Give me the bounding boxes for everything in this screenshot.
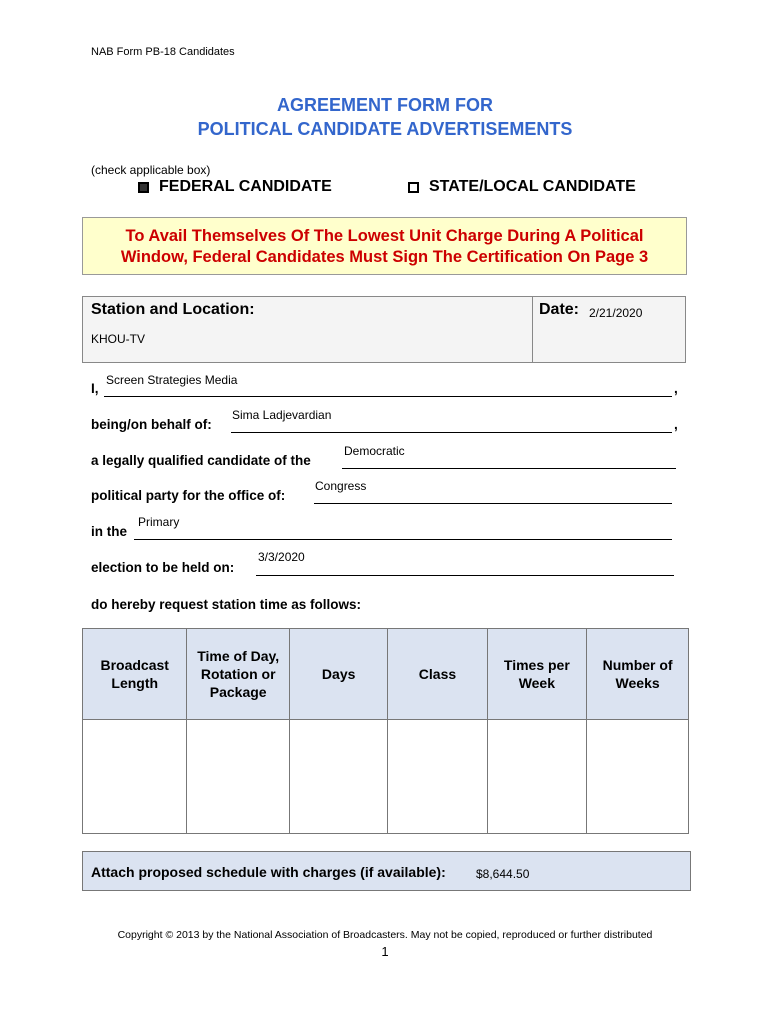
federal-label: FEDERAL CANDIDATE xyxy=(159,178,332,195)
behalf-field[interactable]: Sima Ladjevardian xyxy=(232,408,332,422)
election-label: election to be held on: xyxy=(91,560,235,575)
cell-days[interactable] xyxy=(289,720,387,834)
table-row xyxy=(83,720,689,834)
i-label: I, xyxy=(91,381,99,396)
col-number-of-weeks: Number of Weeks xyxy=(587,629,689,720)
election-type-field[interactable]: Primary xyxy=(138,515,180,529)
federal-checkbox[interactable] xyxy=(138,182,149,193)
date-field[interactable]: 2/21/2020 xyxy=(589,306,643,320)
page-title-line1: AGREEMENT FORM FOR xyxy=(277,95,493,115)
form-id: NAB Form PB-18 Candidates xyxy=(91,46,235,58)
election-date-field[interactable]: 3/3/2020 xyxy=(258,550,305,564)
col-class: Class xyxy=(388,629,487,720)
cell-number-of-weeks[interactable] xyxy=(587,720,689,834)
col-days: Days xyxy=(289,629,387,720)
state-local-label: STATE/LOCAL CANDIDATE xyxy=(429,178,636,195)
notice-line1: To Avail Themselves Of The Lowest Unit Charge During A Political xyxy=(125,227,644,245)
i-field[interactable]: Screen Strategies Media xyxy=(106,373,238,387)
lowest-unit-charge-notice xyxy=(82,217,687,275)
federal-candidate-option[interactable] xyxy=(138,178,332,196)
office-field[interactable]: Congress xyxy=(315,479,367,493)
station-box xyxy=(82,296,686,363)
cell-times-per-week[interactable] xyxy=(487,720,587,834)
schedule-table xyxy=(82,628,689,834)
in-label: in the xyxy=(91,524,127,539)
check-note: (check applicable box) xyxy=(91,163,211,177)
comma: , xyxy=(674,381,678,396)
state-local-checkbox[interactable] xyxy=(408,182,419,193)
attach-label: Attach proposed schedule with charges (if available): xyxy=(91,864,446,880)
in-underline xyxy=(134,539,672,540)
station-field[interactable]: KHOU-TV xyxy=(91,332,145,346)
copyright: Copyright © 2013 by the National Association of Broadcasters. May not be copied, reproduced or further distributed xyxy=(117,929,653,941)
col-time-of-day: Time of Day, Rotation or Package xyxy=(187,629,289,720)
behalf-label: being/on behalf of: xyxy=(91,417,212,432)
comma: , xyxy=(674,417,678,432)
office-underline xyxy=(314,503,672,504)
candidate-label: a legally qualified candidate of the xyxy=(91,453,311,468)
candidate-underline xyxy=(342,468,676,469)
election-underline xyxy=(256,575,674,576)
cell-time-of-day[interactable] xyxy=(187,720,289,834)
date-label: Date: xyxy=(539,301,580,318)
station-divider xyxy=(532,297,533,362)
charges-field[interactable]: $8,644.50 xyxy=(476,867,530,881)
office-label: political party for the office of: xyxy=(91,488,286,503)
i-underline xyxy=(104,396,672,397)
cell-broadcast-length[interactable] xyxy=(83,720,187,834)
col-times-per-week: Times per Week xyxy=(487,629,587,720)
behalf-underline xyxy=(231,432,672,433)
party-field[interactable]: Democratic xyxy=(344,444,405,458)
table-header-row xyxy=(83,629,689,720)
station-label: Station and Location: xyxy=(91,301,255,318)
attach-schedule-box xyxy=(82,851,691,891)
notice-line2: Window, Federal Candidates Must Sign The Certification On Page 3 xyxy=(120,248,649,266)
request-line: do hereby request station time as follows: xyxy=(91,597,362,612)
page-number: 1 xyxy=(381,944,389,959)
cell-class[interactable] xyxy=(388,720,487,834)
page-title-line2: POLITICAL CANDIDATE ADVERTISEMENTS xyxy=(197,119,573,139)
col-broadcast-length: Broadcast Length xyxy=(83,629,187,720)
state-local-candidate-option[interactable] xyxy=(408,178,636,196)
